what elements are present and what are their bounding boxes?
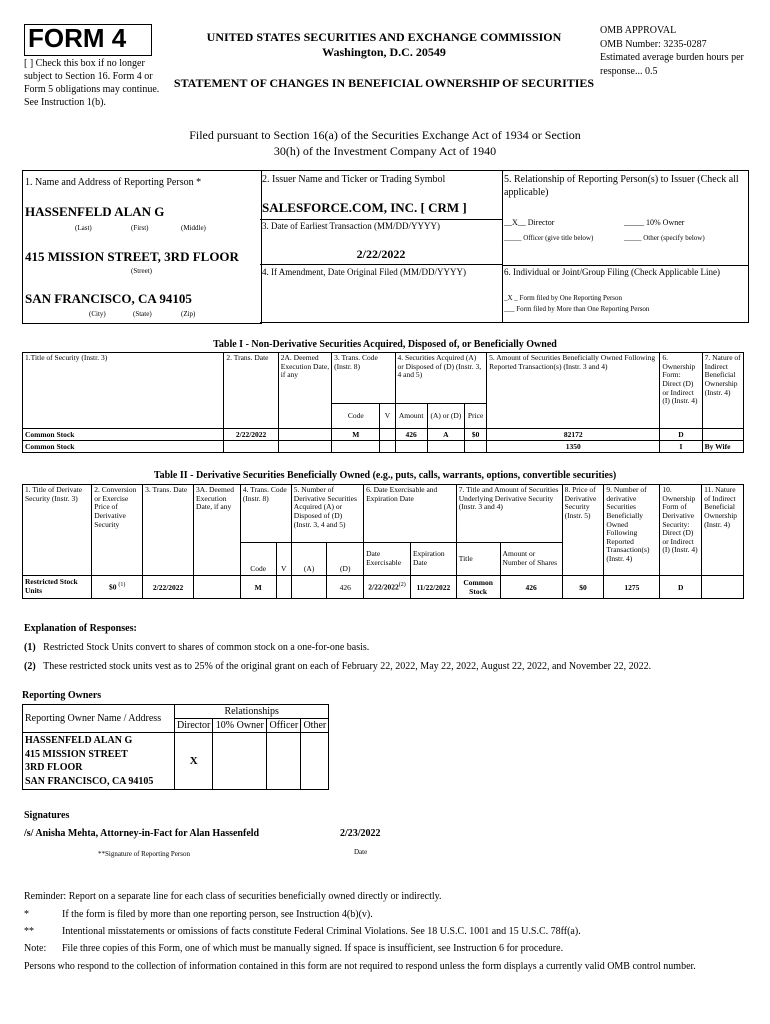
owner-line-1: HASSENFELD ALAN G — [25, 735, 133, 746]
t2-h3a: 3A. Deemed Execution Date, if any — [194, 485, 241, 576]
t2-conv: $0 — [109, 582, 117, 592]
signer-name: /s/ Anisha Mehta, Attorney-in-Fact for Alan Hassenfeld — [24, 828, 260, 839]
omb-box — [600, 24, 750, 78]
filed-pursuant: Filed pursuant to Section 16(a) of the Securities Exchange Act of 1934 or Section 30(h) of the Investment Company Act of 1940 — [189, 128, 581, 158]
label-first: (First) — [131, 224, 149, 232]
reminder: Reminder: Report on a separate line for each class of securities beneficially owned directly or indirectly. — [24, 891, 442, 902]
footnote-3-text: File three copies of this Form, one of which must be manually signed. If space is insufficient, see Instruction 6 for procedure. — [62, 943, 564, 954]
table-row — [23, 429, 744, 441]
t1-r1-title: Common Stock — [23, 441, 224, 453]
t1-r0-nature — [702, 429, 743, 441]
t1-r1-code — [332, 441, 380, 453]
signature-date: 2/23/2022 — [340, 828, 381, 839]
t2-date: 2/22/2022 — [143, 576, 194, 599]
label-last: (Last) — [75, 224, 92, 232]
relationship-officer: _____ Officer (give title below) — [504, 234, 594, 242]
explanation-2-num: (2) — [24, 661, 36, 672]
agency-city: Washington, D.C. 20549 — [322, 45, 446, 59]
filing-one: _X _ Form filed by One Reporting Person — [504, 294, 623, 302]
explanation-2 — [24, 661, 651, 672]
t2-h4: 4. Trans. Code (Instr. 8) — [240, 485, 291, 543]
table-row — [23, 441, 744, 453]
omb-burden: Estimated average burden hours per response... 0.5 — [600, 52, 744, 77]
reporting-person-name: HASSENFELD ALAN G — [25, 204, 165, 219]
t1-r0-code: M — [332, 429, 380, 441]
t2-price-val: $0 — [562, 576, 604, 599]
t2-title: Restricted Stock Units — [23, 576, 92, 599]
t2-a: (A) — [291, 543, 327, 576]
earliest-transaction-date: 2/22/2022 — [356, 247, 406, 261]
t2-nature-val — [702, 576, 744, 599]
owners-col-other: Other — [301, 719, 329, 733]
t2-code-val: M — [240, 576, 276, 599]
explanation-title: Explanation of Responses: — [24, 623, 137, 634]
t1-r1-nature: By Wife — [702, 441, 743, 453]
box-1 — [22, 170, 262, 324]
box-6 — [502, 264, 749, 323]
t2-h9: 9. Number of derivative Securities Beneficially Owned Following Reported Transaction(s) (Instr. 4) — [604, 485, 660, 576]
t2-h8: 8. Price of Derivative Security (Instr. 5) — [562, 485, 604, 576]
label-city: (City) — [89, 310, 106, 318]
owner-officer-mark — [267, 733, 301, 790]
t2-expiration: Expiration Date — [410, 543, 456, 576]
owners-title: Reporting Owners — [22, 690, 102, 701]
owner-director-mark: X — [175, 733, 213, 790]
owner-ten-mark — [213, 733, 267, 790]
t1-r0-date: 2/22/2022 — [224, 429, 278, 441]
omb-approval: OMB APPROVAL — [600, 25, 677, 36]
t1-aord: (A) or (D) — [427, 404, 464, 429]
table-1 — [22, 352, 744, 453]
t2-utitle-val: Common Stock — [456, 576, 500, 599]
label-zip: (Zip) — [181, 310, 196, 318]
signature-label: **Signature of Reporting Person — [98, 850, 190, 858]
label-state: (State) — [133, 310, 152, 318]
issuer-name: SALESFORCE.COM, INC. [ CRM ] — [262, 200, 467, 215]
footnote-3 — [24, 943, 563, 954]
t1-r1-date — [224, 441, 278, 453]
box2-label: 2. Issuer Name and Ticker or Trading Symbol — [262, 174, 446, 185]
persons-notice: Persons who respond to the collection of information contained in this form are not required to respond unless the form displays a currently valid OMB control number. — [24, 961, 696, 972]
t2-v-val — [276, 576, 291, 599]
t2-d: (D) — [327, 543, 364, 576]
footnote-1 — [24, 909, 373, 920]
t1-r0-aord: A — [427, 429, 464, 441]
t1-v: V — [380, 404, 395, 429]
agency-name: UNITED STATES SECURITIES AND EXCHANGE COMMISSION — [206, 30, 562, 44]
t2-expiration-val: 11/22/2022 — [410, 576, 456, 599]
t2-form-val: D — [660, 576, 702, 599]
t2-h11: 11. Nature of Indirect Beneficial Ownership (Instr. 4) — [702, 485, 744, 576]
footnote-3-mark: Note: — [24, 943, 47, 954]
table-row — [23, 576, 744, 599]
t2-d-val: 426 — [327, 576, 364, 599]
t1-h3: 3. Trans. Code (Instr. 8) — [332, 353, 395, 404]
t2-h5: 5. Number of Derivative Securities Acquired (A) or Disposed of (D) (Instr. 3, 4 and 5) — [291, 485, 363, 543]
t2-h2: 2. Conversion or Exercise Price of Derivative Security — [92, 485, 143, 576]
t1-r1-deemed — [278, 441, 331, 453]
form-title-box — [24, 24, 152, 56]
relationship-ten-pct: _____ 10% Owner — [624, 218, 685, 227]
t1-r0-deemed — [278, 429, 331, 441]
t1-r0-owned: 82172 — [487, 429, 660, 441]
date-label: Date — [354, 848, 368, 856]
table1-title: Table I - Non-Derivative Securities Acquired, Disposed of, or Beneficially Owned — [213, 339, 557, 350]
t1-h4: 4. Securities Acquired (A) or Disposed of (D) (Instr. 3, 4 and 5) — [395, 353, 487, 404]
t2-a-val — [291, 576, 327, 599]
t1-r0-v — [380, 429, 395, 441]
box4-label: 4. If Amendment, Date Original Filed (MM/DD/YYYY) — [262, 267, 466, 277]
relationship-director: __X__ Director — [504, 218, 555, 227]
t2-utitle: Title — [456, 543, 500, 576]
owners-col-officer: Officer — [267, 719, 301, 733]
owner-other-mark — [301, 733, 329, 790]
t1-r0-title: Common Stock — [23, 429, 224, 441]
omb-number: OMB Number: 3235-0287 — [600, 38, 707, 50]
reporting-person-street: 415 MISSION STREET, 3RD FLOOR — [25, 249, 239, 264]
form-title: FORM 4 — [28, 23, 127, 53]
owner-line-4: SAN FRANCISCO, CA 94105 — [25, 775, 154, 787]
t2-code: Code — [240, 543, 276, 576]
footnote-1-text: If the form is filed by more than one reporting person, see Instruction 4(b)(v). — [62, 909, 373, 920]
signatures-title: Signatures — [24, 810, 70, 821]
t1-h7: 7. Nature of Indirect Beneficial Ownership (Instr. 4) — [702, 353, 743, 429]
t1-r0-amount: 426 — [395, 429, 427, 441]
reporting-person-city: SAN FRANCISCO, CA 94105 — [25, 291, 192, 306]
t2-conv-cell — [92, 576, 143, 599]
t1-r1-form: I — [660, 441, 702, 453]
footnote-2-text: Intentional misstatements or omissions of facts constitute Federal Criminal Violations. See 18 U.S.C. 1001 and 15 U.S.C. 78ff(a). — [62, 926, 581, 937]
t1-r1-amount — [395, 441, 427, 453]
t1-h1: 1.Title of Security (Instr. 3) — [23, 353, 224, 429]
t1-r0-price: $0 — [465, 429, 487, 441]
t1-h6: 6. Ownership Form: Direct (D) or Indirect (I) (Instr. 4) — [660, 353, 702, 429]
t1-h5: 5. Amount of Securities Beneficially Owned Following Reported Transaction(s) (Instr. 3 and 4) — [487, 353, 660, 429]
box-3 — [260, 218, 503, 265]
t1-h2a: 2A. Deemed Execution Date, if any — [278, 353, 331, 429]
filing-more: ___ Form filed by More than One Reporting Person — [504, 305, 650, 313]
explanation-1-text: Restricted Stock Units convert to shares of common stock on a one-for-one basis. — [43, 642, 370, 653]
t1-r1-owned: 1350 — [487, 441, 660, 453]
owners-col-director: Director — [175, 719, 213, 733]
t2-uamount: Amount or Number of Shares — [500, 543, 562, 576]
explanation-1-num: (1) — [24, 642, 36, 653]
t2-owned-val: 1275 — [604, 576, 660, 599]
table2-title: Table II - Derivative Securities Beneficially Owned (e.g., puts, calls, warrants, options, convertible securities) — [153, 470, 617, 481]
t2-exercisable-val: 2/22/2022 — [368, 582, 399, 592]
t1-r1-price — [465, 441, 487, 453]
footnote-2 — [24, 926, 581, 937]
box3-label: 3. Date of Earliest Transaction (MM/DD/YYYY) — [262, 221, 440, 231]
t2-ex-footnote: (2) — [398, 582, 406, 589]
owner-address — [23, 733, 175, 790]
t1-r1-aord — [427, 441, 464, 453]
t2-h7: 7. Title and Amount of Securities Underlying Derivative Security (Instr. 3 and 4) — [456, 485, 562, 543]
box1-label: 1. Name and Address of Reporting Person * — [25, 177, 202, 188]
t2-h3: 3. Trans. Date — [143, 485, 194, 576]
t1-price: Price — [465, 404, 487, 429]
owners-table — [22, 704, 329, 790]
label-middle: (Middle) — [181, 224, 206, 232]
owner-line-3: 3RD FLOOR — [25, 762, 83, 773]
explanation-1 — [24, 642, 369, 653]
explanation-2-text: These restricted stock units vest as to 25% of the original grant on each of February 22, 2022, May 22, 2022, August 22, 2022, and November 22, 2022. — [43, 661, 652, 672]
t2-conv-footnote: (1) — [118, 582, 126, 589]
t2-ex-cell — [364, 576, 411, 599]
t2-uamount-val: 426 — [500, 576, 562, 599]
owners-col-ten: 10% Owner — [213, 719, 267, 733]
label-street: (Street) — [131, 267, 152, 275]
relationship-other: _____ Other (specify below) — [624, 234, 705, 242]
box-4 — [260, 264, 503, 323]
owner-line-2: 415 MISSION STREET — [25, 748, 128, 760]
box6-label: 6. Individual or Joint/Group Filing (Check Applicable Line) — [504, 267, 720, 277]
t2-h10: 10. Ownership Form of Derivative Security: Direct (D) or Indirect (I) (Instr. 4) — [660, 485, 702, 576]
statement-title: STATEMENT OF CHANGES IN BENEFICIAL OWNERSHIP OF SECURITIES — [173, 76, 595, 90]
box-2 — [260, 170, 503, 220]
t2-h1: 1. Title of Derivate Security (Instr. 3) — [23, 485, 92, 576]
checkbox-note: [ ] Check this box if no longer subject to Section 16. Form 4 or Form 5 obligations may continue. See Instruction 1(b). — [24, 58, 160, 108]
box-5 — [502, 170, 749, 266]
owners-col-name: Reporting Owner Name / Address — [23, 705, 175, 733]
table-2 — [22, 484, 744, 599]
footnote-1-mark: * — [24, 909, 29, 920]
t1-amount: Amount — [395, 404, 427, 429]
t2-h6: 6. Date Exercisable and Expiration Date — [364, 485, 457, 543]
t1-code: Code — [332, 404, 380, 429]
footnote-2-mark: ** — [24, 926, 34, 937]
t1-r0-form: D — [660, 429, 702, 441]
t1-h2: 2. Trans. Date — [224, 353, 278, 429]
t1-r1-v — [380, 441, 395, 453]
owners-relationships: Relationships — [175, 705, 329, 719]
t2-exercisable: Date Exercisable — [364, 543, 411, 576]
t2-deemed — [194, 576, 241, 599]
box5-label: 5. Relationship of Reporting Person(s) to Issuer (Check all applicable) — [504, 174, 739, 198]
t2-v: V — [276, 543, 291, 576]
